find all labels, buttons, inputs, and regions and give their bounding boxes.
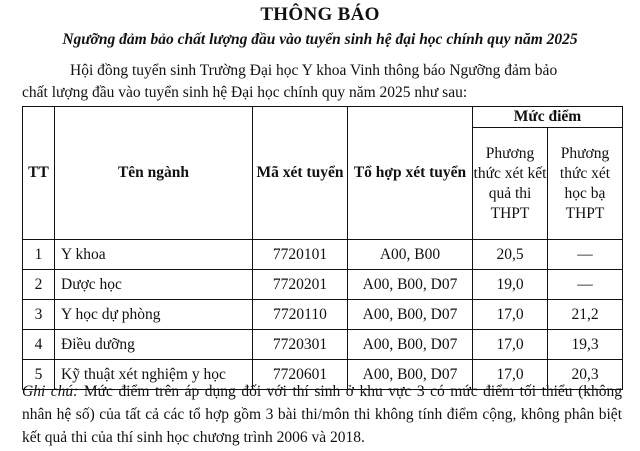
header-tt: TT [23,107,55,240]
cell-score-transcript: 20,3 [548,360,623,390]
table-row [23,240,623,270]
document-subtitle: Ngưỡng đảm bảo chất lượng đầu vào tuyển sinh hệ đại học chính quy năm 2025 [62,31,578,48]
header-name: Tên ngành [55,107,253,240]
footnote-label: Ghi chú: [22,383,79,400]
intro-line-1: Hội đồng tuyển sinh Trường Đại học Y khoa Vinh thông báo Ngưỡng đảm bảo [70,62,558,79]
cell-score-transcript: — [548,270,623,300]
cell-code: 7720601 [253,360,348,390]
cell-score-exam: 17,0 [473,330,548,360]
cell-tt: 3 [23,300,55,330]
cell-tt: 4 [23,330,55,360]
cell-score-exam: 17,0 [473,360,548,390]
cell-combo: A00, B00, D07 [348,360,473,390]
header-score: Mức điểm [473,107,623,128]
footnote-text: Mức điểm trên áp dụng đối với thí sinh ở khu vực 3 có mức điểm tối thiểu (không nhân hệ số) của tất cả các tổ hợp gồm 3 bài thi/môn thi không tính điểm cộng, không phân biệt kết quả thi của thí sinh học chương trình 2006 và 2018. [22,383,623,446]
cell-tt: 5 [23,360,55,390]
document-title: THÔNG BÁO [260,4,380,25]
cell-code: 7720201 [253,270,348,300]
cell-code: 7720110 [253,300,348,330]
cell-score-exam: 17,0 [473,300,548,330]
cell-code: 7720101 [253,240,348,270]
header-code: Mã xét tuyển [253,107,348,240]
cell-name: Điều dưỡng [55,330,253,360]
cell-combo: A00, B00 [348,240,473,270]
cell-combo: A00, B00, D07 [348,270,473,300]
cell-combo: A00, B00, D07 [348,330,473,360]
intro-paragraph [22,60,622,104]
header-method-transcript: Phương thức xét học bạ THPT [548,128,623,240]
intro-line-2: chất lượng đầu vào tuyển sinh hệ Đại học chính quy năm 2025 như sau: [22,84,468,101]
cell-combo: A00, B00, D07 [348,300,473,330]
cell-tt: 1 [23,240,55,270]
table-row [23,330,623,360]
table-header-row [23,107,623,128]
cell-score-exam: 20,5 [473,240,548,270]
cell-name: Y học dự phòng [55,300,253,330]
threshold-table [22,106,623,390]
cell-score-exam: 19,0 [473,270,548,300]
header-method-exam: Phương thức xét kết quả thi THPT [473,128,548,240]
cell-score-transcript: 19,3 [548,330,623,360]
table-row [23,270,623,300]
cell-code: 7720301 [253,330,348,360]
cell-name: Kỹ thuật xét nghiệm y học [55,360,253,390]
header-combo: Tổ hợp xét tuyển [348,107,473,240]
table-row [23,300,623,330]
cell-tt: 2 [23,270,55,300]
footnote [22,380,622,449]
cell-score-transcript: 21,2 [548,300,623,330]
cell-name: Y khoa [55,240,253,270]
cell-score-transcript: — [548,240,623,270]
cell-name: Dược học [55,270,253,300]
